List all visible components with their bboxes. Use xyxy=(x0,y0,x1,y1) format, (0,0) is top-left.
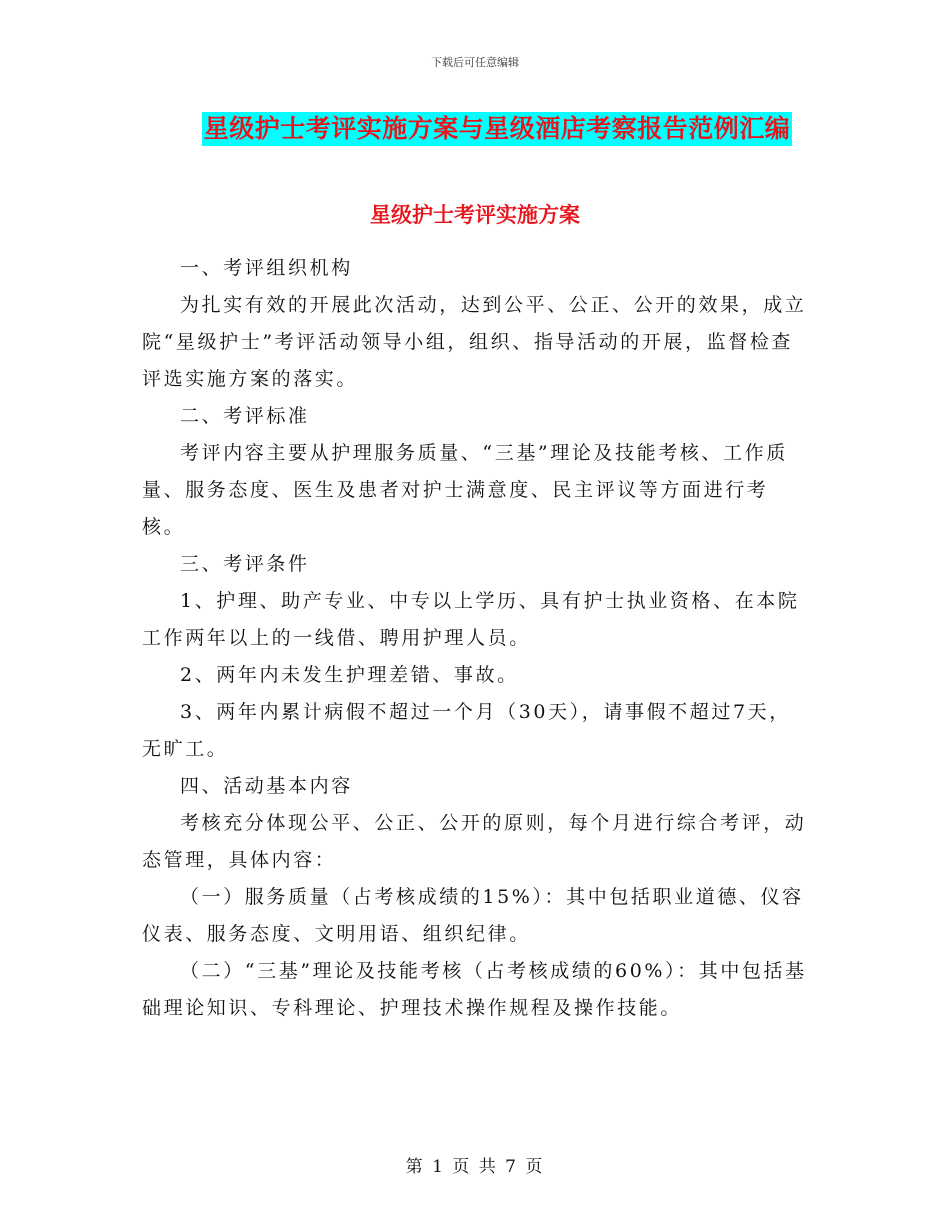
heading-conditions: 三、考评条件 xyxy=(180,553,310,575)
paragraph-activity-content: 考核充分体现公平、公正、公开的原则，每个月进行综合考评，动态管理，具体内容： xyxy=(142,812,807,871)
content-item-service-quality: （一）服务质量（占考核成绩的15%）：其中包括职业道德、仪容仪表、服务态度、文明用语、组织纪律。 xyxy=(142,886,804,945)
main-title-container xyxy=(0,112,950,146)
condition-item-2: 2、两年内未发生护理差错、事故。 xyxy=(180,664,519,686)
heading-standards: 二、考评标准 xyxy=(180,405,310,427)
condition-item-1: 1、护理、助产专业、中专以上学历、具有护士执业资格、在本院工作两年以上的一线借、聘用护理人员。 xyxy=(142,590,800,649)
heading-organization: 一、考评组织机构 xyxy=(180,257,353,279)
paragraph-organization: 为扎实有效的开展此次活动，达到公平、公正、公开的效果，成立院“星级护士”考评活动领导小组，组织、指导活动的开展，监督检查评选实施方案的落实。 xyxy=(142,294,807,390)
page-header-note: 下载后可任意编辑 xyxy=(431,56,519,69)
page-number: 第 1 页 共 7 页 xyxy=(405,1157,545,1177)
heading-activity-content: 四、活动基本内容 xyxy=(180,775,353,797)
condition-item-3: 3、两年内累计病假不超过一个月（30天），请事假不超过7天，无旷工。 xyxy=(142,701,791,760)
paragraph-standards: 考评内容主要从护理服务质量、“三基”理论及技能考核、工作质量、服务态度、医生及患者对护士满意度、民主评议等方面进行考核。 xyxy=(142,442,788,538)
section-title: 星级护士考评实施方案 xyxy=(370,202,580,227)
main-title: 星级护士考评实施方案与星级酒店考察报告范例汇编 xyxy=(202,112,793,146)
content-item-three-basics: （二）“三基”理论及技能考核（占考核成绩的60%）：其中包括基础理论知识、专科理论、护理技术操作规程及操作技能。 xyxy=(142,960,807,1019)
document-body xyxy=(142,250,810,1027)
